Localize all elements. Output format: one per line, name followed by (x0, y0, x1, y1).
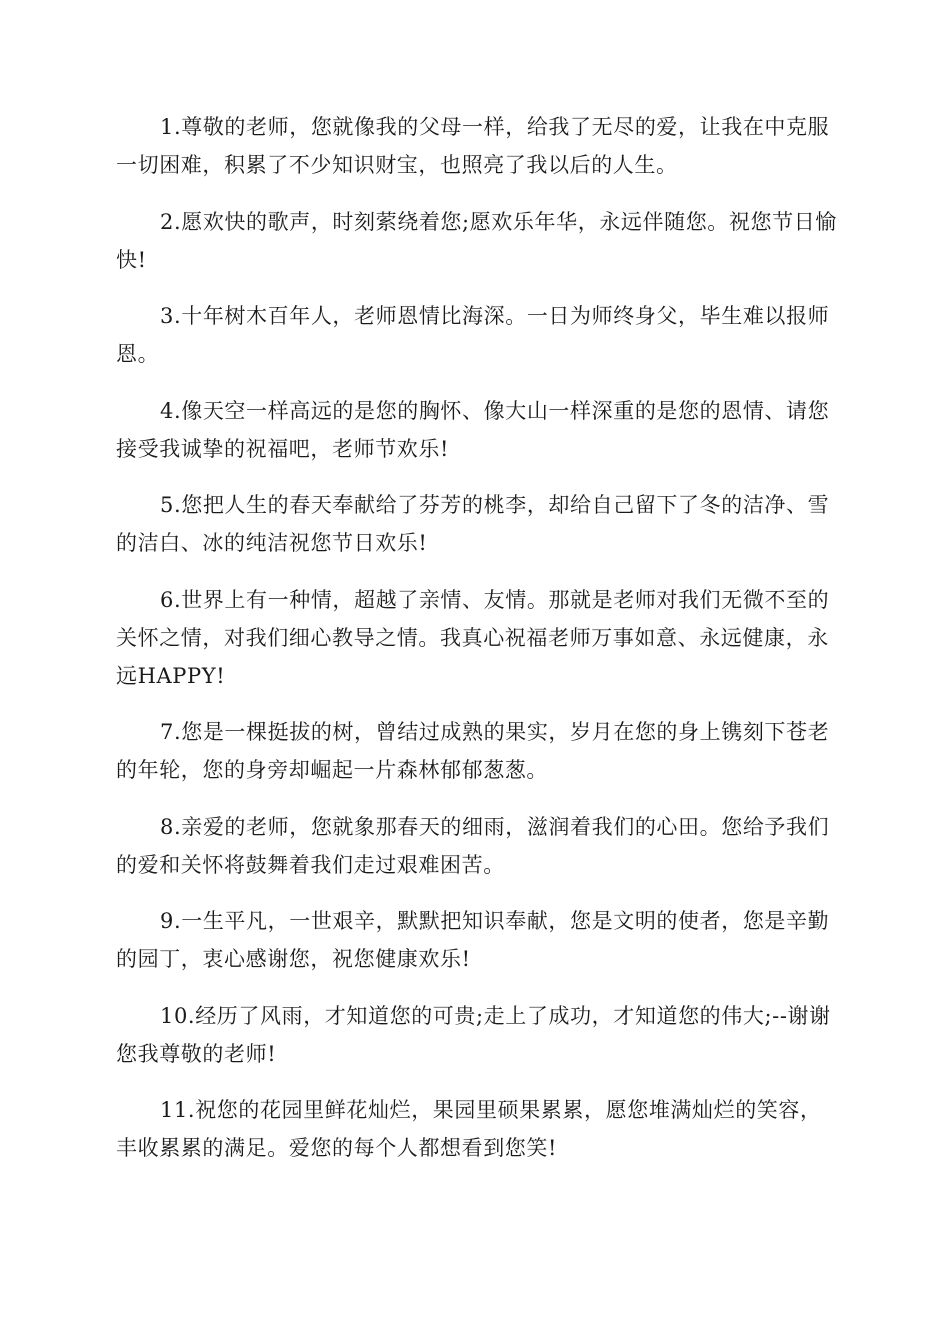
paragraph-2: 2.愿欢快的歌声，时刻萦绕着您;愿欢乐年华，永远伴随您。祝您节日愉快! (116, 209, 837, 272)
paragraph-1: 1.尊敬的老师，您就像我的父母一样，给我了无尽的爱，让我在中克服一切困难，积累了不少知识财宝，也照亮了我以后的人生。 (116, 115, 830, 177)
paragraph-10: 10.经历了风雨，才知道您的可贵;走上了成功，才知道您的伟大;--谢谢您我尊敬的老师! (116, 1003, 831, 1066)
paragraph-8: 8.亲爱的老师，您就象那春天的细雨，滋润着我们的心田。您给予我们的爱和关怀将鼓舞着我们走过艰难困苦。 (116, 814, 830, 877)
paragraph-5: 5.您把人生的春天奉献给了芬芳的桃李，却给自己留下了冬的洁净、雪的洁白、冰的纯洁祝您节日欢乐! (116, 493, 830, 555)
paragraph-3: 3.十年树木百年人，老师恩情比海深。一日为师终身父，毕生难以报师恩。 (116, 304, 830, 366)
paragraph-6: 6.世界上有一种情，超越了亲情、友情。那就是老师对我们无微不至的关怀之情，对我们细心教导之情。我真心祝福老师万事如意、永远健康，永远HAPPY! (116, 587, 830, 688)
paragraph-4: 4.像天空一样高远的是您的胸怀、像大山一样深重的是您的恩情、请您接受我诚挚的祝福吧，老师节欢乐! (116, 398, 830, 461)
document-body (116, 108, 838, 1186)
paragraph-11: 11.祝您的花园里鲜花灿烂，果园里硕果累累，愿您堆满灿烂的笑容，丰收累累的满足。爱您的每个人都想看到您笑! (116, 1098, 822, 1160)
paragraph-7: 7.您是一棵挺拔的树，曾结过成熟的果实，岁月在您的身上镌刻下苍老的年轮，您的身旁却崛起一片森林郁郁葱葱。 (116, 720, 830, 782)
paragraph-9: 9.一生平凡，一世艰辛，默默把知识奉献，您是文明的使者，您是辛勤的园丁，衷心感谢您，祝您健康欢乐! (116, 909, 830, 971)
